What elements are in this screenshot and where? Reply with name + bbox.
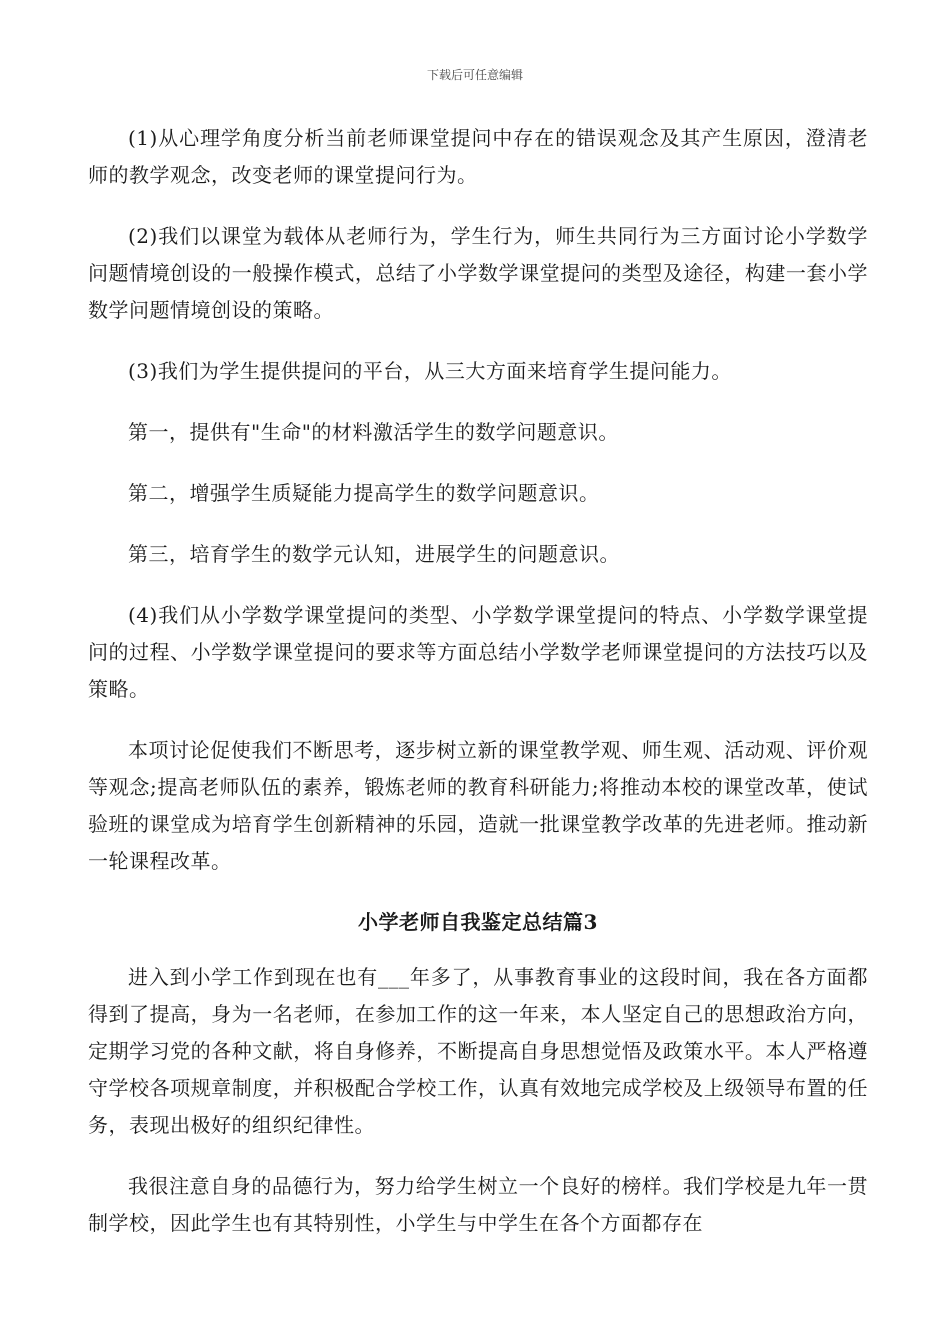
paragraph-item-3: (3)我们为学生提供提问的平台，从三大方面来培育学生提问能力。: [128, 359, 732, 383]
paragraph-item-4: (4)我们从小学数学课堂提问的类型、小学数学课堂提问的特点、小学数学课堂提问的过程、小学数学课堂提问的要求等方面总结小学数学老师课堂提问的方法技巧以及策略。: [88, 603, 868, 701]
paragraph-item-2: (2)我们以课堂为载体从老师行为，学生行为，师生共同行为三方面讨论小学数学问题情境创设的一般操作模式，总结了小学数学课堂提问的类型及途径，构建一套小学数学问题情境创设的策略。: [88, 224, 868, 322]
paragraph-item-1: (1)从心理学角度分析当前老师课堂提问中存在的错误观念及其产生原因，澄清老师的教学观念，改变老师的课堂提问行为。: [88, 126, 868, 187]
paragraph-point-1: 第一，提供有"生命"的材料激活学生的数学问题意识。: [128, 420, 619, 444]
document-body: [88, 120, 868, 1266]
paragraph-summary: 本项讨论促使我们不断思考，逐步树立新的课堂教学观、师生观、活动观、评价观等观念;提高老师队伍的素养，锻炼老师的教育科研能力;将推动本校的课堂改革，使试验班的课堂成为培育学生创新精神的乐园，造就一批课堂教学改革的先进老师。推动新一轮课程改革。: [88, 738, 868, 873]
paragraph-point-3: 第三，培育学生的数学元认知，进展学生的问题意识。: [128, 542, 620, 566]
section-title: 小学老师自我鉴定总结篇3: [358, 910, 598, 934]
paragraph-section-2: 我很注意自身的品德行为，努力给学生树立一个良好的榜样。我们学校是九年一贯制学校，因此学生也有其特别性，小学生与中学生在各个方面都存在: [88, 1174, 868, 1235]
paragraph-point-2: 第二，增强学生质疑能力提高学生的数学问题意识。: [128, 481, 600, 505]
page-header-note: 下载后可任意编辑: [426, 68, 523, 82]
paragraph-section-1: 进入到小学工作到现在也有___年多了，从事教育事业的这段时间，我在各方面都得到了提高，身为一名老师，在参加工作的这一年来，本人坚定自己的思想政治方向，定期学习党的各种文献，将自身修养，不断提高自身思想觉悟及政策水平。本人严格遵守学校各项规章制度，并积极配合学校工作，认真有效地完成学校及上级领导布置的任务，表现出极好的组织纪律性。: [88, 965, 868, 1137]
